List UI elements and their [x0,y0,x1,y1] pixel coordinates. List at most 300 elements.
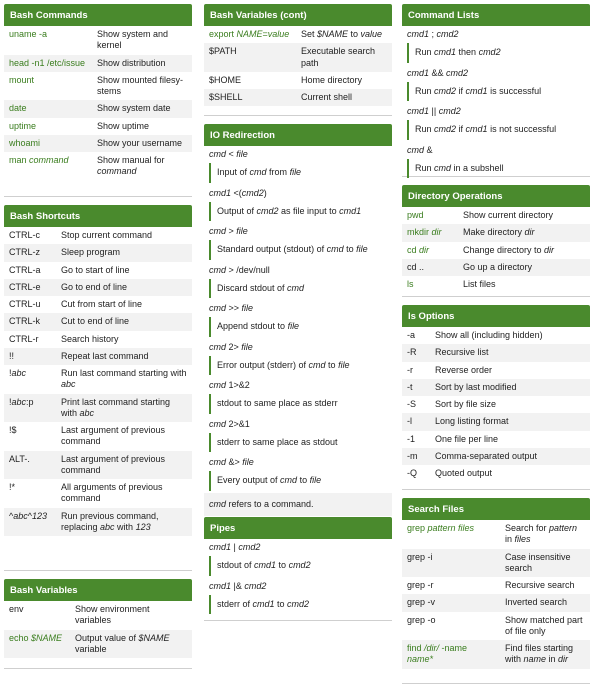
table-row [204,89,392,106]
description-arg: cmd1 [254,560,277,571]
section-title: Bash Variables [4,579,192,601]
redirect-item [204,454,392,491]
command-text: ; [429,29,437,39]
description-arg: cmd2 [287,598,310,609]
description-text: Inverted search [500,594,590,611]
description-text: Show current directory [463,210,554,220]
section-note [204,493,392,516]
command-arg: $NAME [31,632,63,643]
redirect-item [204,339,392,376]
command-text: |& [231,580,245,591]
bash-variables-table [4,601,192,658]
description-arg: cmd2 [434,85,457,96]
section-title: IO Redirection [204,124,392,146]
description-text: if [456,85,466,96]
shortcut-key: ^ [27,510,32,521]
description-text: Output of [217,205,257,216]
command-text: cmd [209,457,227,467]
description-text: stdout to same place as stderr [217,398,338,409]
command-text: whoami [9,137,41,148]
redirect-item [204,416,392,453]
table-row [4,55,192,72]
ls-options-section [402,305,590,490]
shortcut-key: ! [9,396,12,407]
description-text: Run [415,85,435,96]
description-text: Comma-separated output [430,448,590,465]
command-text: cmd [209,418,227,429]
description-text: Go to start of line [61,264,130,275]
description-text: Input of [217,167,250,178]
command-text: cmd [407,144,425,155]
table-row [402,327,590,344]
note-arg: cmd [209,498,227,509]
command-list-item [402,65,590,102]
description-text: Go to end of line [56,279,192,296]
description-text: Set [301,29,318,39]
description-text: with [114,521,136,532]
note-text: refers to a command. [226,498,314,509]
bash-variables-cont-table [204,26,392,106]
table-row [4,227,192,244]
shortcut-key: ALT-. [4,451,56,480]
table-row [4,296,192,313]
command-arg: dir [431,227,442,238]
description-arg: $NAME [138,632,170,643]
description-arg: file [309,475,322,486]
command-lists-section [402,4,590,177]
command-text: ls [407,279,414,289]
command-arg: file [241,303,254,313]
description-arg: dir [524,227,535,238]
table-row [204,26,392,43]
shortcut-key: CTRL-e [4,279,56,296]
table-row [402,259,590,276]
description-arg: dir [544,244,555,255]
description-text: in a subshell [451,162,504,173]
search-files-section [402,498,590,684]
table-row [4,331,192,348]
command-text: export [209,29,237,39]
description-text: Show environment variables [75,604,150,626]
description-text: Discard stdout of [217,282,288,293]
description-arg: dir [558,654,569,665]
shortcut-key: !* [9,482,16,492]
table-row [4,422,192,451]
description-arg: file [287,321,300,332]
redirect-item [204,300,392,337]
description-text: Case insensitive search [500,549,590,578]
description-arg: file [289,167,302,178]
description-text: Search for [505,523,550,533]
section-title: Pipes [204,517,392,539]
command-text: env [9,604,24,614]
description-text: Show matched part of file only [505,614,583,636]
command-text: cmd1 [407,106,430,116]
table-row [4,152,192,181]
table-row [4,135,192,152]
search-files-table [402,520,590,669]
command-text: 2> [226,341,242,352]
description-arg: value [360,29,383,39]
command-arg: file [241,341,253,352]
command-text: -name [439,643,468,653]
description-text: Current shell [296,89,392,106]
description-arg: cmd2 [434,124,457,135]
table-row [402,344,590,361]
section-title: Bash Shortcuts [4,205,192,227]
description-arg: cmd1 [339,205,362,216]
command-arg: cmd2 [238,542,261,552]
pipes-section [204,517,392,621]
command-text: = [262,29,268,39]
command-text: grep -r [407,580,434,590]
command-text: cd [407,244,420,255]
description-text: to [325,359,339,370]
description-text: then [456,47,479,58]
bash-commands-table [4,26,192,181]
table-row [4,244,192,261]
command-arg: NAME [236,29,263,39]
table-row [4,72,192,101]
command-text: > [226,226,237,236]
description-text: Recursive search [505,580,575,590]
description-arg: cmd2 [288,560,311,571]
table-row [4,26,192,55]
description-text: Every output of [217,475,281,486]
description-text: Reverse order [435,364,493,375]
table-row [402,549,590,578]
redirect-item [204,223,392,260]
description-arg: cmd [326,244,344,255]
description-text: stderr of [217,598,253,609]
command-text: head -n1 /etc/issue [9,57,86,68]
command-text: mount [9,74,35,85]
table-row [402,612,590,641]
section-title: Directory Operations [402,185,590,207]
description-text: Change directory to [463,244,545,255]
command-text: cmd1 [209,187,232,198]
description-text: Run last command starting with [61,368,187,378]
option-flag: -t [402,379,430,396]
column-2 [204,4,392,629]
option-flag: -a [407,330,416,340]
description-arg: cmd [280,475,298,486]
command-arg: cmd2 [436,29,459,39]
redirect-item [204,146,392,183]
description-text: Standard output (stdout) of [217,244,327,255]
command-text: 1>&2 [226,380,250,390]
shortcut-key: ! [9,368,12,378]
description-arg: cmd [434,162,452,173]
description-text: Recursive list [430,344,590,361]
command-arg: cmd2 [244,580,267,591]
description-arg: cmd2 [256,205,279,216]
table-row [4,313,192,330]
description-text: to [297,475,310,486]
description-text: stderr to same place as stdout [217,436,338,447]
bash-variables-section [4,579,192,669]
command-text: cmd [209,264,227,275]
shortcut-arg: abc [11,396,27,407]
description-text: Show uptime [97,120,150,131]
shortcut-arg: abc [13,510,28,521]
redirect-item [204,262,392,299]
section-title: ls Options [402,305,590,327]
description-arg: abc [79,407,95,418]
table-row [402,396,590,413]
description-text: to [343,244,357,255]
command-arg: command [29,155,69,165]
command-arg: cmd2 [438,106,461,116]
command-text: echo [9,632,32,643]
description-text: Sort by last modified [430,379,590,396]
section-title: Command Lists [402,4,590,26]
description-text: Stop current command [61,230,153,240]
table-row [402,224,590,241]
description-text: Error output (stderr) of [217,359,309,370]
description-arg: cmd1 [465,85,488,96]
command-text: cmd1 [209,580,232,591]
command-text: mkdir [407,227,432,238]
command-arg: name* [407,654,434,665]
description-arg: cmd1 [252,598,275,609]
description-arg: name [523,654,547,665]
command-text: 2>&1 [226,418,250,429]
description-text: Last argument of previous command [61,425,166,447]
description-text: is successful [487,85,542,96]
section-title: Bash Commands [4,4,192,26]
description-text: Show mounted filesy-stems [97,74,184,96]
command-text: ) [263,187,267,198]
command-arg: file [236,149,248,159]
description-arg: 123 [135,521,151,532]
command-text: uptime [9,120,37,131]
description-text: Sleep program [56,244,192,261]
command-text: date [9,103,27,114]
command-arg: value [267,29,290,39]
shortcut-key: !$ [9,425,17,435]
shortcut-arg: abc [11,368,27,378]
description-text: List files [463,279,496,289]
description-text: All arguments of previous command [61,482,163,504]
description-text: Show system and kernel [97,29,169,51]
description-arg: $NAME [317,29,349,39]
description-arg: file [338,359,350,370]
option-flag: -S [407,399,416,409]
command-arg: cmd2 [446,67,469,78]
description-arg: cmd [308,359,326,370]
command-text: cmd1 [407,29,430,39]
command-text: &> [226,457,243,467]
description-text: in [505,534,515,545]
description-text: Search history [61,333,119,344]
command-text: man [9,155,30,165]
description-text: Run [415,124,435,135]
description-text: variable [75,643,107,654]
command-text: find [407,643,425,653]
bash-shortcuts-table [4,227,192,536]
directory-operations-section [402,185,590,297]
description-text: Go up a directory [458,259,590,276]
option-flag: -r [407,364,413,375]
description-text: Output value of [75,632,139,643]
option-flag: -R [402,344,430,361]
description-text: Sort by file size [435,399,497,409]
section-title: Bash Variables (cont) [204,4,392,26]
shortcut-key: CTRL-a [9,264,41,275]
description-text: Long listing format [430,413,590,430]
description-arg: abc [61,379,76,390]
description-text: to [274,598,288,609]
description-text: Show all (including hidden) [435,330,543,340]
command-text: grep -v [402,594,500,611]
description-arg: file [356,244,368,255]
description-text: Show system date [92,100,192,117]
description-arg: cmd2 [478,47,501,58]
directory-operations-table [402,207,590,293]
description-text: Run [415,47,435,58]
io-redirection-section [204,124,392,509]
description-text: Quoted output [435,468,493,478]
description-text: Home directory [301,74,363,85]
table-row [402,520,590,549]
description-text: from [266,167,290,178]
description-text: if [456,124,466,135]
option-flag: -Q [407,468,417,478]
table-row [4,630,192,659]
description-text: as file input to [278,205,340,216]
command-arg: cmd2 [241,187,264,198]
command-text: <( [231,187,242,198]
description-text: is not successful [487,124,557,135]
description-arg: cmd [249,167,267,178]
command-text: && [429,67,447,78]
description-arg: cmd1 [465,124,488,135]
command-text: cd .. [402,259,458,276]
section-title: Search Files [402,498,590,520]
table-row [402,242,590,259]
shortcut-suffix: :p [26,396,34,407]
ls-options-table [402,327,590,482]
redirect-item [204,185,392,222]
description-text: Executable search path [296,43,392,72]
table-row [402,379,590,396]
shortcut-key: CTRL-u [9,299,41,309]
table-row [402,413,590,430]
description-text: Run previous command, replacing [61,510,159,532]
description-arg: cmd [287,282,305,293]
description-arg: command [97,166,137,177]
description-arg: pattern [549,523,578,533]
command-text: < [226,149,237,159]
command-arg: pattern files [427,523,475,533]
command-text: cmd [209,341,227,352]
command-arg: file [242,457,254,467]
pipe-item [204,539,392,576]
description-text: Make directory [463,227,525,238]
description-text: One file per line [435,433,499,444]
table-row [402,431,590,448]
bash-variables-cont-section [204,4,392,116]
description-arg: files [514,534,531,545]
table-row [4,100,192,117]
option-flag: -l [402,413,430,430]
command-list-item [402,103,590,140]
command-arg: dir [419,244,430,255]
redirect-item [204,377,392,414]
command-text: > /dev/null [226,264,270,275]
table-row [4,394,192,423]
description-text: Show your username [92,135,192,152]
table-row [402,465,590,482]
command-text: $SHELL [204,89,296,106]
command-text: grep -o [407,614,436,625]
table-row [402,577,590,594]
description-text: Repeat last command [56,348,192,365]
shortcut-key: CTRL-c [9,230,40,240]
command-text: grep [407,523,428,533]
description-text: Cut from start of line [61,299,143,309]
shortcut-key: CTRL-z [4,244,56,261]
command-text: | [231,542,239,552]
command-text: cmd1 [407,67,430,78]
description-text: Last argument of previous command [56,451,192,480]
table-row [204,72,392,89]
command-text: cmd [209,226,227,236]
command-text: uname -a [9,29,48,39]
command-text: $PATH [204,43,296,72]
description-text: Print last command starting with [61,396,171,418]
command-list-item [402,26,590,63]
column-3 [402,4,590,692]
command-text: $HOME [209,74,242,85]
option-flag: -1 [407,433,416,444]
description-text: Find files starting with [505,643,574,665]
table-row [204,43,392,72]
table-row [4,262,192,279]
table-row [402,640,590,669]
description-arg: abc [100,521,115,532]
command-text: cmd [209,303,227,313]
command-text: & [424,144,433,155]
command-text: cmd [209,380,227,390]
command-text: cmd1 [209,542,232,552]
pipe-item [204,578,392,615]
command-text: || [429,106,439,116]
table-row [4,479,192,508]
table-row [4,279,192,296]
table-row [4,118,192,135]
shortcut-key: CTRL-k [4,313,56,330]
shortcut-key: CTRL-r [9,333,39,344]
table-row [4,601,192,630]
command-list-item [402,142,590,179]
shortcut-arg: 123 [31,510,48,521]
table-row [4,348,192,365]
description-arg: cmd1 [434,47,457,58]
command-text: pwd [407,210,424,220]
shortcut-key: !! [4,348,56,365]
description-text: stdout of [217,560,255,571]
option-flag: -m [402,448,430,465]
description-text: Show distribution [92,55,192,72]
table-row [402,276,590,293]
table-row [4,365,192,394]
table-row [4,451,192,480]
column-1 [4,4,192,677]
command-text: >> [226,303,242,313]
description-text: to [348,29,361,39]
